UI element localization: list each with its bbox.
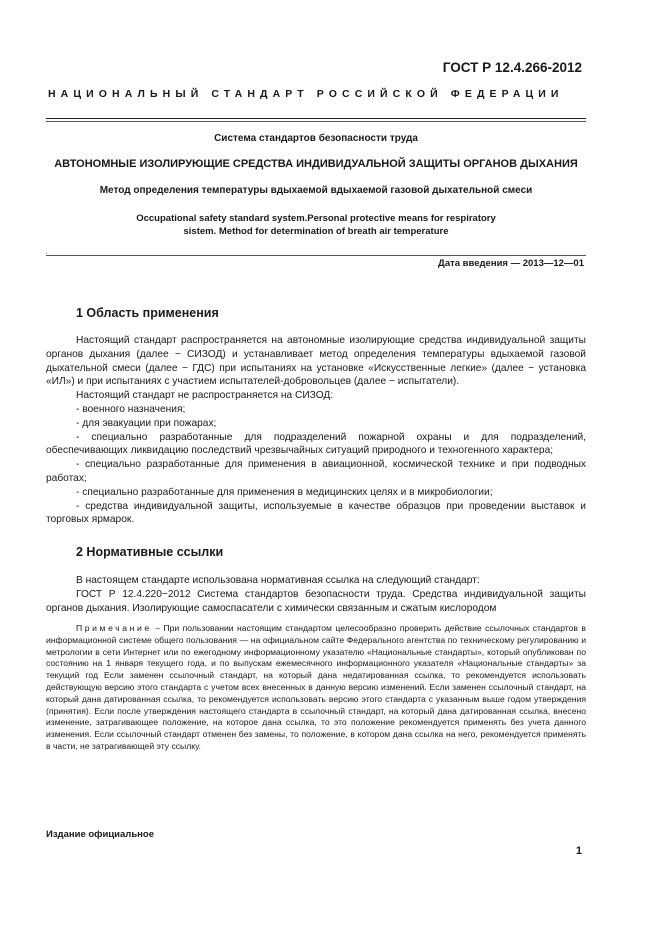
national-standard-banner: НАЦИОНАЛЬНЫЙ СТАНДАРТ РОССИЙСКОЙ ФЕДЕРАЦИИ xyxy=(48,88,564,100)
scope-list-item: - специально разработанные для применения в медицинских целях и в микробиологии; xyxy=(76,486,493,498)
scope-list-item: - специально разработанные для подразделений пожарной охраны и для подразделений, обеспечивающих ликвидацию последствий чрезвычайных ситуаций природного и техногенного характера; xyxy=(46,431,586,457)
date-rule xyxy=(46,255,586,256)
header-rule xyxy=(46,118,586,119)
refs-paragraph: В настоящем стандарте использована нормативная ссылка на следующий стандарт: xyxy=(76,575,480,586)
section-1-body xyxy=(46,334,586,527)
scope-list-item: - для эвакуации при пожарах; xyxy=(76,417,217,429)
english-title xyxy=(46,212,586,238)
section-1-heading: 1 Область применения xyxy=(76,306,219,320)
page-number: 1 xyxy=(575,845,582,857)
note-label: Примечание xyxy=(76,623,152,633)
scope-list-item: - средства индивидуальной защиты, используемые в качестве образцов при проведении выставок и торговых ярмарок. xyxy=(46,500,586,526)
refs-paragraph: ГОСТ Р 12.4.220−2012 Система стандартов безопасности труда. Средства индивидуальной защиты органов дыхания. Изолирующие самоспасатели с химически связанным и сжатым кислородом xyxy=(46,588,586,614)
english-title-line-2: sistem. Method for determination of breath air temperature xyxy=(183,226,449,237)
scope-paragraph: Настоящий стандарт не распространяется на СИЗОД: xyxy=(76,390,334,402)
scope-paragraph: Настоящий стандарт распространяется на автономные изолирующие средства индивидуальной защиты органов дыхания (далее − СИЗОД) и устанавливает метод определения температуры вдыхаемой газовой дыхательной смеси (далее − ГДС) при испытаниях на установке «Искусственные легкие» (далее − установка «ИЛ») и при испытаниях с участием испытателей-добровольцев (далее − испытатели). xyxy=(46,335,586,388)
system-title: Система стандартов безопасности труда xyxy=(214,133,418,144)
marker-dot: . xyxy=(46,250,48,256)
english-title-line-1: Occupational safety standard system.Personal protective means for respiratory xyxy=(136,213,496,224)
introduction-date: Дата введения — 2013—12—01 xyxy=(438,258,584,269)
scope-list-item: - военного назначения; xyxy=(76,403,186,415)
section-2-body xyxy=(46,574,586,615)
method-title: Метод определения температуры вдыхаемой вдыхаемой газовой дыхательной смеси xyxy=(99,185,533,196)
note-text: – При пользовании настоящим стандартом целесообразно проверить действие ссылочных стандартов в информационной системе общего пользования — на официальном сайте Федерального агентства по техническому регулированию и метрологии в сети Интернет или по ежегодному информационному указателю «Национальные стандарты», который опубликован по состоянию на 1 января текущего года, и по выпускам ежемесячного информационного указателя «Национальные стандарты» за текущий год Если заменен ссылочный стандарт, на который дана недатированная ссылка, то рекомендуется использовать действующую версию этого стандарта с учетом всех внесенных в данную версию изменений. Если заменен ссылочный стандарт, на который дана датированная ссылка, то рекомендуется использовать версию этого стандарта с указанным выше годом утверждения (принятия). Если после утверждения настоящего стандарта в ссылочный стандарт, на который дана датированная ссылка, внесено изменение, затрагивающее положение, на которое дана ссылка, то это положение рекомендуется применять без учета данного изменения. Если ссылочный стандарт отменен без замены, то положение, в котором дана ссылка на него, рекомендуется применять в части, не затрагивающей эту ссылку. xyxy=(46,623,586,751)
edition-label: Издание официальное xyxy=(46,829,154,840)
note-block xyxy=(46,623,586,753)
main-title: АВТОНОМНЫЕ ИЗОЛИРУЮЩИЕ СРЕДСТВА ИНДИВИДУАЛЬНОЙ ЗАЩИТЫ ОРГАНОВ ДЫХАНИЯ xyxy=(54,158,578,170)
header-rule-thin xyxy=(46,121,586,122)
scope-list-item: - специально разработанные для применения в авиационной, космической технике и при подводных работах; xyxy=(46,459,586,484)
document-code: ГОСТ Р 12.4.266-2012 xyxy=(442,60,582,75)
section-2-heading: 2 Нормативные ссылки xyxy=(76,545,224,559)
